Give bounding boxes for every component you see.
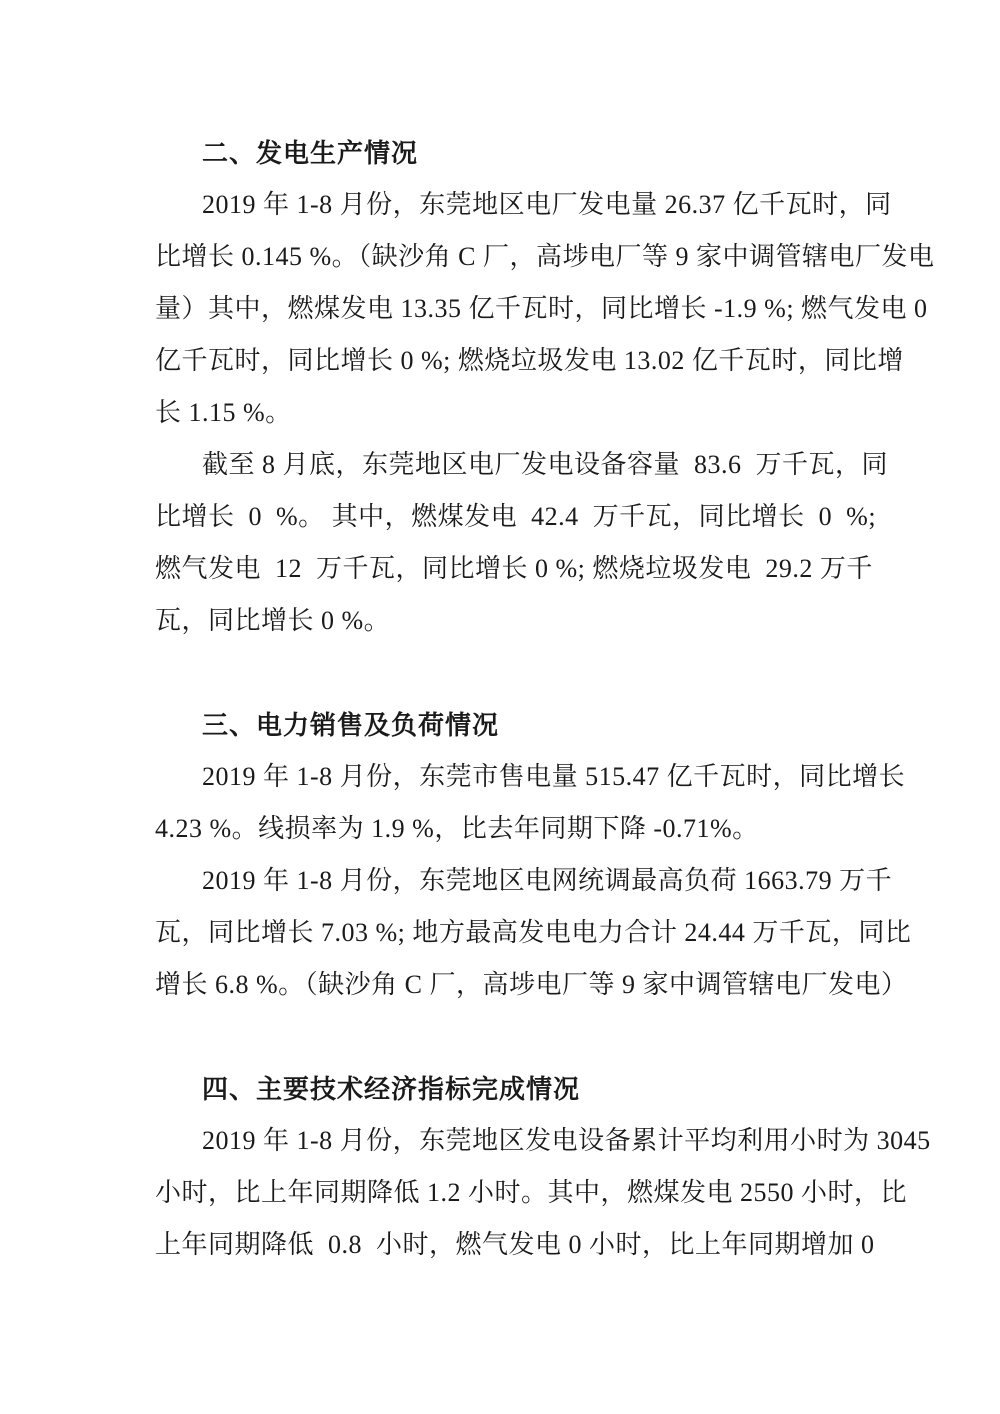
text-line: 燃气发电 12 万千瓦，同比增长 0 %; 燃烧垃圾发电 29.2 万千 — [155, 554, 873, 583]
paragraph — [155, 439, 889, 647]
section-heading: 二、发电生产情况 — [202, 138, 419, 168]
text-line: 瓦，同比增长 0 %。 — [155, 606, 391, 635]
text-line: 2019 年 1-8 月份，东莞市售电量 515.47 亿千瓦时，同比增长 — [202, 762, 906, 791]
text-line: 小时，比上年同期降低 1.2 小时。其中，燃煤发电 2550 小时，比 — [155, 1178, 908, 1207]
text-line: 比增长 0 %。 其中，燃煤发电 42.4 万千瓦，同比增长 0 %; — [155, 502, 877, 531]
text-line: 2019 年 1-8 月份，东莞地区发电设备累计平均利用小时为 3045 — [202, 1126, 931, 1155]
text-line: 增长 6.8 %。（缺沙角 C 厂，高埗电厂等 9 家中调管辖电厂发电） — [155, 970, 908, 999]
text-line: 截至 8 月底，东莞地区电厂发电设备容量 83.6 万千瓦，同 — [202, 450, 889, 479]
text-line: 4.23 %。线损率为 1.9 %，比去年同期下降 -0.71%。 — [155, 814, 759, 843]
section-power-sales-load — [155, 699, 912, 1011]
paragraph — [155, 1115, 931, 1271]
text-line: 上年同期降低 0.8 小时，燃气发电 0 小时，比上年同期增加 0 — [155, 1230, 875, 1259]
text-line: 瓦，同比增长 7.03 %; 地方最高发电电力合计 24.44 万千瓦，同比 — [155, 918, 912, 947]
section-heading: 三、电力销售及负荷情况 — [202, 710, 500, 740]
section-technical-indicators — [155, 1063, 931, 1271]
text-line: 亿千瓦时，同比增长 0 %; 燃烧垃圾发电 13.02 亿千瓦时，同比增 — [155, 346, 904, 375]
paragraph — [155, 855, 912, 1011]
section-heading: 四、主要技术经济指标完成情况 — [202, 1074, 581, 1104]
paragraph — [155, 179, 935, 439]
text-line: 2019 年 1-8 月份，东莞地区电网统调最高负荷 1663.79 万千 — [202, 866, 893, 895]
text-line: 量）其中，燃煤发电 13.35 亿千瓦时，同比增长 -1.9 %; 燃气发电 0 — [155, 294, 928, 323]
paragraph — [155, 751, 906, 855]
text-line: 比增长 0.145 %。（缺沙角 C 厂，高埗电厂等 9 家中调管辖电厂发电 — [155, 242, 935, 271]
section-power-generation — [155, 127, 935, 647]
text-line: 长 1.15 %。 — [155, 398, 292, 427]
text-line: 2019 年 1-8 月份，东莞地区电厂发电量 26.37 亿千瓦时，同 — [202, 190, 892, 219]
